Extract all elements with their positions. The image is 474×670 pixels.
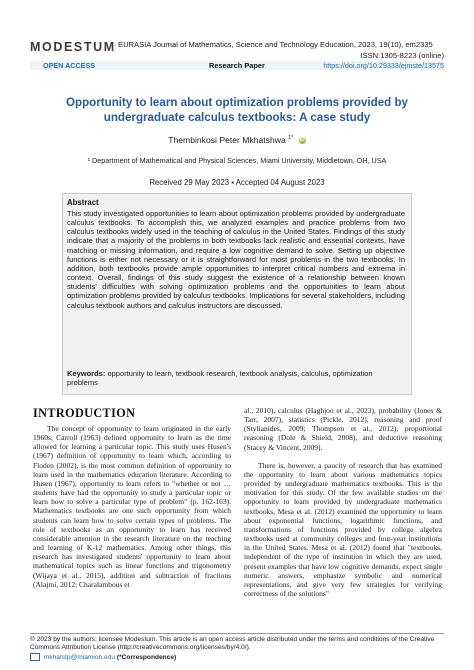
mail-icon [30,653,40,661]
dates: Received 29 May 2023 ▪ Accepted 04 August 2023 [149,178,325,187]
keywords-label: Keywords: [67,369,106,378]
doi-link[interactable]: https://doi.org/10.29333/ejmste/13575 [323,61,444,70]
publisher-logo: MODESTUM [30,40,116,54]
abstract-heading: Abstract [67,198,99,207]
article-type: Research Paper [209,61,265,70]
affiliation: ¹ Department of Mathematical and Physical Sciences, Miami University, Middletown, OH, USA [87,156,387,165]
issn: ISSN:1305-8223 (online) [360,51,444,60]
intro-right-column [244,406,442,598]
paper-title: Opportunity to learn about optimization problems provided by undergraduate calculus textbooks: A case study [65,96,409,124]
open-access-label: OPEN ACCESS [43,61,96,70]
keywords [67,369,405,387]
author-email[interactable]: mkhatstp@miamioh.edu [43,653,116,661]
orcid-icon[interactable]: iD [299,137,305,144]
correspondence-label: (*Correspondence) [116,653,177,661]
introduction-heading: INTRODUCTION [33,406,136,420]
author-name: Thembinkosi Peter Mkhatshwa [168,135,286,145]
author-superscript: 1* [288,135,294,142]
abstract-text: This study investigated opportunities to learn about optimization problems provided by undergraduate calculus textbooks. To accomplish this, we analyzed examples and practice problems from two calculus textbooks widely used in the teaching of calculus in the United States. Findings of this study indicate that a majority of the problems in both textbooks lack realistic and essential contexts, have matching or missing information, and require a low cognitive demand to solve. Setting up objective functions is either not necessary or it is straightforward for most problems in the two textbooks. In addition, both textbooks provide ample opportunities to interpret critical numbers and extrema in context. Overall, findings of this study suggest the existence of a relationship between known students' difficulties with solving optimization problems and the opportunities to learn about optimization problems provided by calculus textbooks. Implications for several stakeholders, including calculus textbook authors and calculus instructors are discussed. [67,209,405,310]
keywords-text: opportunity to learn, textbook research, textbook analysis, calculus, optimization problems [67,369,373,388]
author-line [0,135,474,145]
intro-right-paragraph-1: al., 2010), calculus (Haghjoo et al., 2023), probability (Jones & Tarr, 2007), statistics (Pickle, 2012), reasoning and proof (Stylianides, 2009; Thompson et al., 2012), proportional reasoning (Dole & Shield, 2008), and deductive reasoning (Stacey & Vincent, 2009). [244,406,442,452]
intro-left-column: The concept of opportunity to learn originated in the early 1960s. Carroll (1963) defined opportunity to learn as the time allowed for learning a particular topic. This study uses Husen's (1967) definition of opportunity to learn which, according to Floden (2002), is the most common definition of opportunity to learn used in the mathematics education literature. According to Husen (1967), opportunity to learn refers to "whether or not … students have had the opportunity to study a particular topic or learn how to solve a particular type of problem" (p. 162-163). Mathematics textbooks are one such opportunity from which students can learn how to solve certain types of problems. The role of textbooks as an opportunity to learn has received considerable attention in the research literature on the teaching and learning of K-12 mathematics. Among other things, this research has investigated students' opportunity to learn about mathematical topics such as linear functions and trigonometry (Wijaya et al., 2015), addition and subtraction of fractions (Alajmi, 2012; Charalambous et [33,424,231,589]
footer-rule [30,633,444,634]
correspondence-line [30,653,176,661]
journal-citation: EURASIA Journal of Mathematics, Science and Technology Education, 2023, 19(10), em2335 [118,40,433,49]
license-text: © 2023 by the authors; licensee Modestum. This article is an open access article distributed under the terms and conditions of the Creative Commons Attribution License (http://creativecommons.org/licenses/by/4.0/). [30,636,435,652]
intro-right-paragraph-2: There is, however, a paucity of research that has examined the opportunity to learn about various mathematics topics provided by undergraduate mathematics textbooks. This is the motivation for this study. Of the few available studies on the opportunity to learn provided by undergraduate mathematics textbooks, Mesa et al. (2012) examined the opportunity to learn about exponential functions, logarithmic functions, and transformations of functions provided by college algebra textbooks used at community colleges and four-year institutions in the United States. Mesa et al. (2012) found that "textbooks, independent of the type of institution in which they are used, present examples that have low cognitive demands, expect single numeric answers, emphasize symbolic and numerical representations, and give very few strategies for verifying correctness of the solutions" [244,460,442,598]
